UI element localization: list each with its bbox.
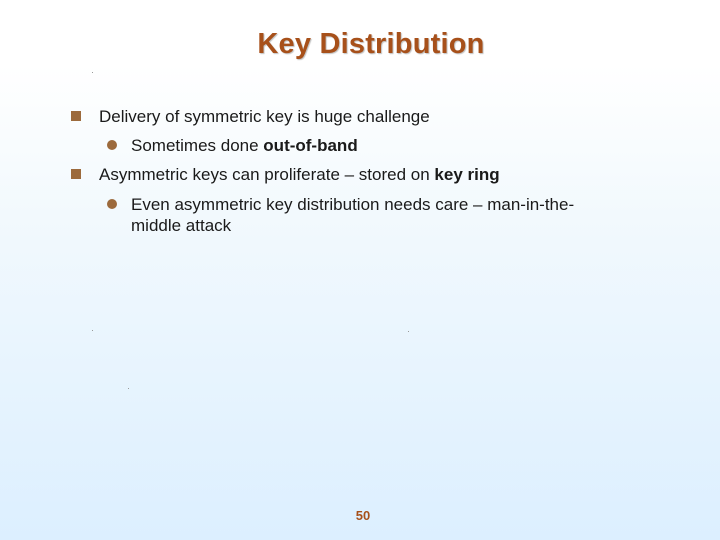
slide-title: Key Distribution	[257, 28, 485, 60]
bullet-prefix: Asymmetric keys can proliferate – stored on	[99, 165, 435, 184]
round-bullet-icon	[107, 199, 117, 209]
sub-bullet-text	[131, 135, 607, 156]
round-bullet-icon	[107, 140, 117, 150]
page-number: 50	[355, 508, 371, 523]
bullet-text: Delivery of symmetric key is huge challenge	[99, 107, 430, 126]
sub-bullet-bold: out-of-band	[263, 136, 358, 155]
sub-bullet-prefix: Sometimes done	[131, 136, 264, 155]
sub-bullet-text: Even asymmetric key distribution needs care – man-in-the-middle attack	[131, 195, 575, 235]
bullet-bold: key ring	[434, 165, 500, 184]
bullet-text	[99, 164, 500, 185]
square-bullet-icon	[71, 169, 81, 179]
sub-bullet-man-in-the-middle	[107, 194, 597, 236]
speck-mark	[128, 388, 129, 389]
sub-bullet-out-of-band	[107, 135, 607, 156]
speck-mark	[408, 331, 409, 332]
speck-mark	[92, 330, 93, 331]
speck-mark	[92, 72, 93, 73]
square-bullet-icon	[71, 111, 81, 121]
